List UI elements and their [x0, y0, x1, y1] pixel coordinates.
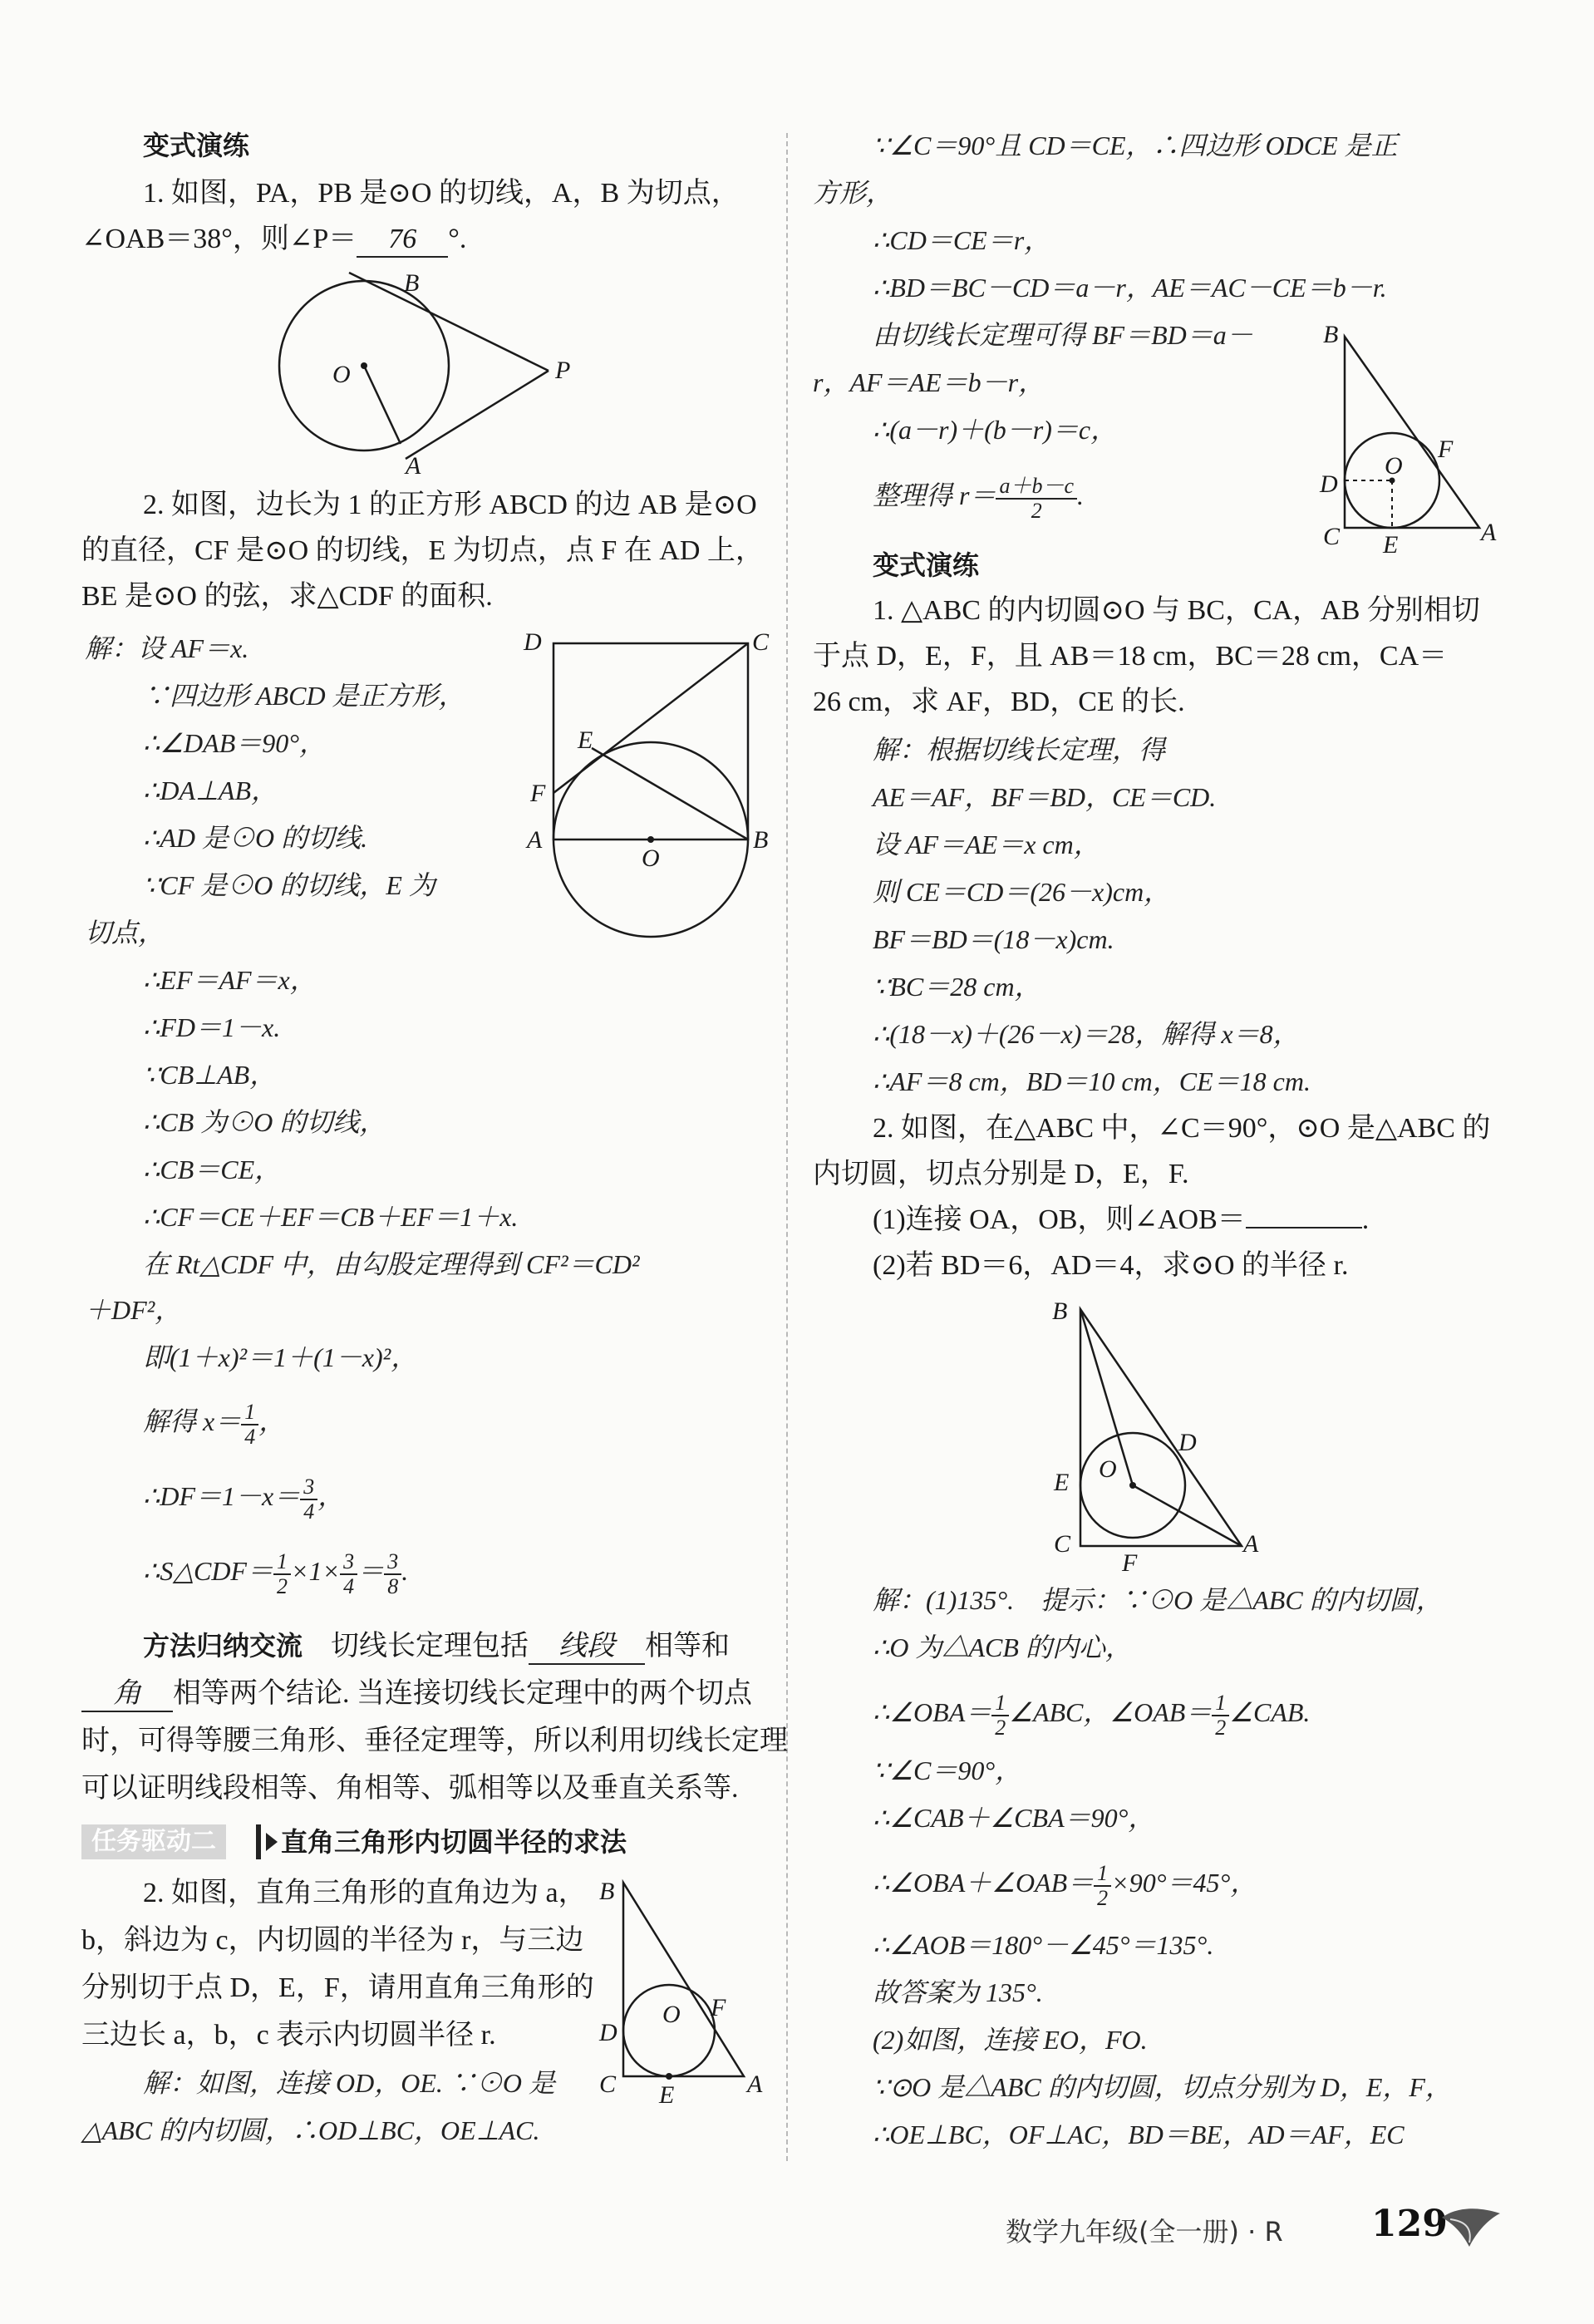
q1-text-line1: 1. 如图，PA，PB 是⊙O 的切线，A，B 为切点， [143, 178, 740, 209]
v1-sol-6: ∵BC＝28 cm， [873, 972, 1041, 1002]
v1-line3: 26 cm，求 AF，BD，CE 的长. [813, 687, 1185, 717]
sol-line-11: ∴CB 为⊙O 的切线， [143, 1107, 386, 1137]
fig3-label-D: D [599, 2019, 617, 2046]
s-line1: 解：(1)135°. 提示：∵⊙O 是△ABC 的内切圆， [873, 1585, 1443, 1615]
s-line11: ∴OE⊥BC，OF⊥AC，BD＝BE，AD＝AF，EC [873, 2120, 1405, 2149]
section-heading: 变式演练 [143, 130, 250, 161]
sol-line-10: ∵CB⊥AB， [143, 1060, 277, 1090]
fig5-label-E: E [1054, 1469, 1070, 1496]
fig5-label-O: O [1099, 1455, 1117, 1483]
q1-text-line2: ∠OAB＝38°，则∠P＝ 76 °. [81, 223, 466, 258]
leaf-logo-icon [1438, 2201, 1504, 2251]
v1-line1: 1. △ABC 的内切圆⊙O 与 BC，CA，AB 分别相切 [873, 595, 1480, 626]
figure-right-triangle-right [1313, 316, 1504, 557]
r-line6: r，AF＝AE＝b－r， [813, 367, 1045, 397]
v2-line1: 2. 如图，在△ABC 中，∠C＝90°，⊙O 是△ABC 的 [873, 1113, 1491, 1144]
task-title: 直角三角形内切圆半径的求法 [281, 1826, 627, 1858]
v1-sol-2: AE＝AF，BF＝BD，CE＝CD. [873, 782, 1217, 812]
fig3-label-O: O [662, 2001, 681, 2028]
s-line10: ∵⊙O 是△ABC 的内切圆，切点分别为 D，E，F， [873, 2072, 1452, 2102]
fig4-label-A: A [1481, 519, 1497, 546]
sol-line-5: ∴AD 是⊙O 的切线. [143, 823, 368, 853]
t2-line3: 分别切于点 D，E，F，请用直角三角形的 [81, 1972, 594, 2003]
fig2-label-C: C [752, 628, 770, 656]
fig1-label-B: B [404, 269, 420, 297]
s-line5: ∴∠CAB＋∠CBA＝90°， [873, 1803, 1155, 1833]
t2-line2: b，斜边为 c，内切圆的半径为 r，与三边 [81, 1925, 584, 1956]
v1-sol-5: BF＝BD＝(18－x)cm. [873, 924, 1114, 954]
q1-answer-blank: 76 [357, 223, 448, 258]
fig2-label-B: B [753, 826, 769, 854]
r-line2: 方形， [813, 178, 893, 208]
sol-line-4: ∴DA⊥AB， [143, 775, 278, 805]
v1-sol-1: 解：根据切线长定理，得 [873, 735, 1166, 765]
fig2-label-E: E [578, 726, 593, 754]
figure-incircle-triangle [1039, 1292, 1288, 1575]
fig4-label-D: D [1320, 470, 1338, 498]
method-title: 方法归纳交流 [143, 1630, 303, 1662]
sol-line-9: ∴FD＝1－x. [143, 1012, 281, 1042]
q2-text-line2: 的直径，CF 是⊙O 的切线，E 为切点，点 F 在 AD 上， [81, 535, 764, 566]
fig3-label-F: F [711, 1994, 726, 2021]
task-tag: 任务驱动二 [81, 1824, 226, 1859]
sol-line-13: ∴CF＝CE＋EF＝CB＋EF＝1＋x. [143, 1202, 519, 1232]
fig5-label-B: B [1052, 1297, 1068, 1325]
fig5-label-A: A [1243, 1530, 1259, 1558]
fig1-label-P: P [555, 357, 571, 384]
method-line2: 角 相等两个结论. 当连接切线长定理中的两个切点 [81, 1677, 752, 1712]
method-blank-1: 线段 [529, 1630, 645, 1665]
fig2-label-O: O [642, 844, 660, 872]
t2-line1: 2. 如图，直角三角形的直角边为 a， [143, 1878, 587, 1908]
section-heading-2: 变式演练 [873, 549, 980, 581]
task-tag-arrow [266, 1833, 278, 1851]
t2-line5: 解：如图，连接 OD，OE. ∵⊙O 是 [143, 2068, 555, 2098]
page-number: 129 [1371, 2203, 1448, 2245]
footer-book-title: 数学九年级(全一册) · R [1006, 2216, 1283, 2248]
fig5-label-D: D [1178, 1429, 1197, 1456]
sol-area: ∴S△CDF＝ $\frac{1}{2}$ ×1× $\frac{3}{4}$ ＝ $\frac{3}{8}$ . [143, 1549, 409, 1598]
fig3-label-E: E [659, 2081, 675, 2107]
figure-tangent-lines [266, 266, 582, 482]
sol-line-15: ＋DF²， [85, 1295, 182, 1325]
fig1-label-A: A [406, 452, 421, 480]
v1-sol-7: ∴(18－x)＋(26－x)＝28，解得 x＝8， [873, 1019, 1300, 1049]
t2-line4: 三边长 a，b，c 表示内切圆半径 r. [81, 2020, 496, 2051]
fig4-label-B: B [1323, 321, 1339, 348]
r-line4: ∴BD＝BC－CD＝a－r，AE＝AC－CE＝b－r. [873, 273, 1387, 303]
fig4-label-O: O [1385, 452, 1403, 480]
fig4-label-C: C [1323, 523, 1341, 550]
s-line6: ∴∠OBA＋∠OAB＝ $\frac{1}{2}$ ×90°＝45°， [873, 1860, 1257, 1910]
t2-line6: △ABC 的内切圆，∴OD⊥BC，OE⊥AC. [81, 2115, 540, 2145]
method-line4: 可以证明线段相等、角相等、弧相等以及垂直关系等. [81, 1773, 739, 1804]
task-tag-bar [256, 1824, 261, 1859]
fig2-label-D: D [524, 628, 542, 656]
v2-answer-blank [1246, 1227, 1362, 1228]
sol-line-7: 切点， [85, 918, 165, 948]
fig5-label-F: F [1122, 1549, 1138, 1575]
r-line3: ∴CD＝CE＝r， [873, 225, 1051, 255]
v2-line3: (1)连接 OA，OB，则∠AOB＝ . [873, 1204, 1370, 1235]
s-line8: 故答案为 135°. [873, 1977, 1043, 2007]
v1-sol-8: ∴AF＝8 cm，BD＝10 cm，CE＝18 cm. [873, 1066, 1311, 1096]
sol-line-8: ∴EF＝AF＝x， [143, 965, 317, 995]
q2-text-line3: BE 是⊙O 的弦，求△CDF 的面积. [81, 581, 493, 612]
s-line2: ∴O 为△ACB 的内心， [873, 1632, 1132, 1662]
fig4-label-F: F [1438, 436, 1454, 463]
column-divider [786, 133, 788, 2161]
q2-text-line1: 2. 如图，边长为 1 的正方形 ABCD 的边 AB 是⊙O [143, 490, 757, 520]
fig5-label-C: C [1054, 1530, 1071, 1558]
fig2-label-F: F [530, 780, 546, 807]
method-line3: 时，可得等腰三角形、垂径定理等，所以利用切线长定理 [81, 1726, 788, 1756]
r-line5: 由切线长定理可得 BF＝BD＝a－ [873, 320, 1253, 350]
sol-df: ∴DF＝1－x＝ $\frac{3}{4}$ ， [143, 1474, 345, 1524]
v2-line4: (2)若 BD＝6，AD＝4，求⊙O 的半径 r. [873, 1250, 1349, 1281]
sol-line-12: ∴CB＝CE， [143, 1155, 282, 1184]
sol-line-6: ∵CF 是⊙O 的切线，E 为 [143, 870, 435, 900]
fig3-label-A: A [747, 2070, 763, 2098]
s-line3: ∴∠OBA＝ $\frac{1}{2}$ ∠ABC，∠OAB＝ $\frac{1}{2}$ ∠CAB. [873, 1690, 1311, 1740]
fig2-label-A: A [527, 826, 543, 854]
fig3-label-C: C [599, 2070, 617, 2098]
v1-sol-4: 则 CE＝CD＝(26－x)cm， [873, 877, 1171, 907]
fig3-label-B: B [599, 1878, 615, 1905]
sol-line-14: 在 Rt△CDF 中，由勾股定理得到 CF²＝CD² [143, 1249, 640, 1279]
r-line1: ∵∠C＝90°且 CD＝CE，∴四边形 ODCE 是正 [873, 130, 1398, 160]
method-line1: 方法归纳交流 切线长定理包括 线段 相等和 [143, 1629, 730, 1665]
method-blank-2: 角 [81, 1677, 173, 1712]
sol-line-1: 解：设 AF＝x. [85, 633, 249, 663]
sol-solve-x: 解得 x＝ $\frac{1}{4}$ ， [143, 1399, 286, 1449]
r-line8: 整理得 r＝ $\frac{a+b-c}{2}$ . [873, 473, 1085, 523]
fig1-label-O: O [332, 361, 351, 388]
r-line7: ∴(a－r)＋(b－r)＝c， [873, 415, 1118, 445]
v1-line2: 于点 D，E，F，且 AB＝18 cm，BC＝28 cm，CA＝ [813, 641, 1448, 672]
s-line9: (2)如图，连接 EO，FO. [873, 2025, 1148, 2055]
v2-line2: 内切圆，切点分别是 D，E，F. [813, 1159, 1189, 1189]
sol-line-3: ∴∠DAB＝90°， [143, 728, 327, 758]
figure-square-circle [515, 625, 781, 941]
v1-sol-3: 设 AF＝AE＝x cm， [873, 830, 1100, 859]
s-line4: ∵∠C＝90°， [873, 1755, 1022, 1785]
s-line7: ∴∠AOB＝180°－∠45°＝135°. [873, 1930, 1214, 1960]
fig4-label-E: E [1383, 531, 1399, 557]
sol-line-2: ∵四边形 ABCD 是正方形， [143, 681, 465, 711]
sol-line-16: 即(1＋x)²＝1＋(1－x)²， [143, 1342, 418, 1372]
figure-right-triangle-left [586, 1874, 777, 2107]
